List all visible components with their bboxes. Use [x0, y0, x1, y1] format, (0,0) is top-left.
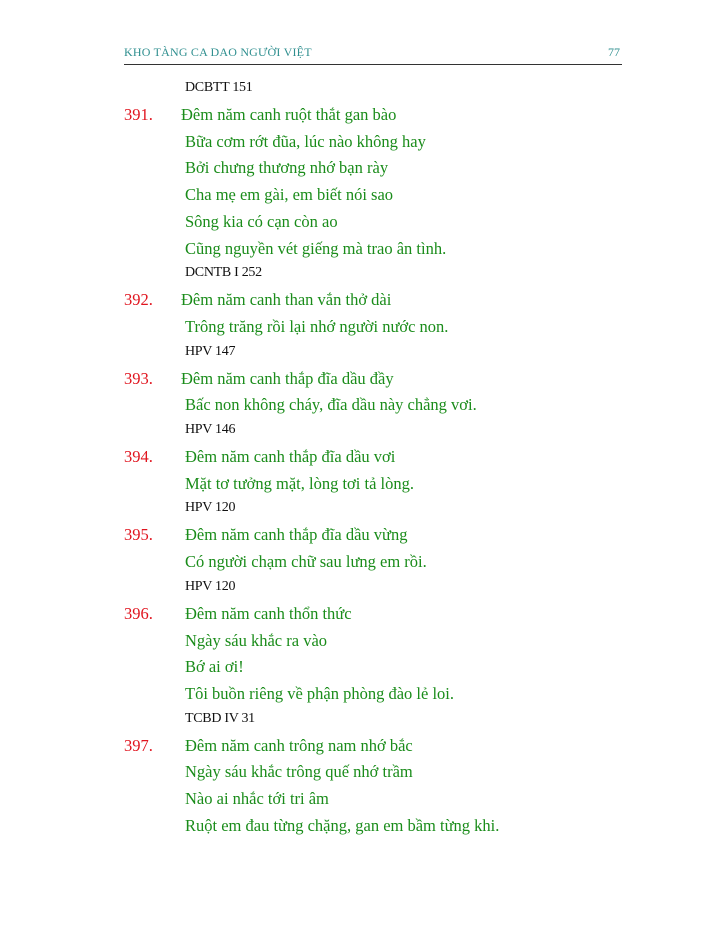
verse-number: 393.: [124, 368, 153, 388]
header-title: KHO TÀNG CA DAO NGƯỜI VIỆT: [124, 45, 312, 59]
source-reference: DCBTT 151: [185, 80, 253, 95]
verse-number: 396.: [124, 603, 153, 623]
verse-line: Đêm năm canh than vắn thở dài: [181, 290, 392, 310]
verse-line: Đêm năm canh thắp đĩa dầu vừng: [185, 525, 408, 545]
verse-number: 397.: [124, 735, 153, 755]
verse-line: Đêm năm canh ruột thắt gan bào: [181, 105, 397, 124]
verse-line: Ngày sáu khắc ra vào: [185, 630, 328, 650]
source-reference: HPV 120: [185, 578, 236, 594]
verse-line: Cha mẹ em gài, em biết nói sao: [185, 185, 394, 205]
verse-line: Đêm năm canh thắp đĩa dầu đầy: [181, 368, 394, 388]
verse-line: Sông kia có cạn còn ao: [185, 211, 338, 231]
verse-line: Đêm năm canh thổn thức: [185, 603, 352, 623]
source-reference: DCNTB I 252: [185, 265, 262, 281]
verse-line: Ruột em đau từng chặng, gan em bầm từng khi.: [185, 815, 500, 835]
verse-line: Bởi chưng thương nhớ bạn rày: [185, 158, 389, 178]
verse-line: Nào ai nhắc tới tri âm: [185, 789, 329, 808]
source-reference: HPV 146: [185, 422, 236, 437]
source-reference: HPV 147: [185, 343, 236, 359]
verse-line: Đêm năm canh thắp đĩa dầu vơi: [185, 447, 396, 466]
page-number: 77: [608, 45, 620, 59]
verse-number: 395.: [124, 525, 153, 545]
verse-number: 391.: [124, 105, 153, 124]
verse-line: Tôi buồn riêng về phận phòng đào lẻ loi.: [185, 683, 454, 703]
verse-line: Bữa cơm rớt đũa, lúc nào không hay: [185, 131, 426, 151]
verse-number: 392.: [124, 290, 153, 310]
source-reference: HPV 120: [185, 500, 236, 516]
verse-line: Cũng nguyền vét giếng mà trao ân tình.: [185, 238, 447, 258]
verse-line: Bớ ai ơi!: [185, 657, 244, 677]
verse-line: Mặt tơ tưởng mặt, lòng tơi tả lòng.: [185, 473, 414, 493]
running-header: [124, 44, 622, 65]
verse-line: Trông trăng rồi lại nhớ người nước non.: [185, 316, 449, 336]
verse-line: Có người chạm chữ sau lưng em rồi.: [185, 552, 427, 572]
verse-line: Ngày sáu khắc trông quế nhớ trầm: [185, 762, 413, 782]
verse-line: Bấc non không cháy, đĩa dầu này chẳng vơi.: [185, 395, 477, 415]
source-reference: TCBD IV 31: [185, 710, 255, 726]
verse-number: 394.: [124, 447, 153, 466]
verse-line: Đêm năm canh trông nam nhớ bắc: [185, 735, 413, 755]
